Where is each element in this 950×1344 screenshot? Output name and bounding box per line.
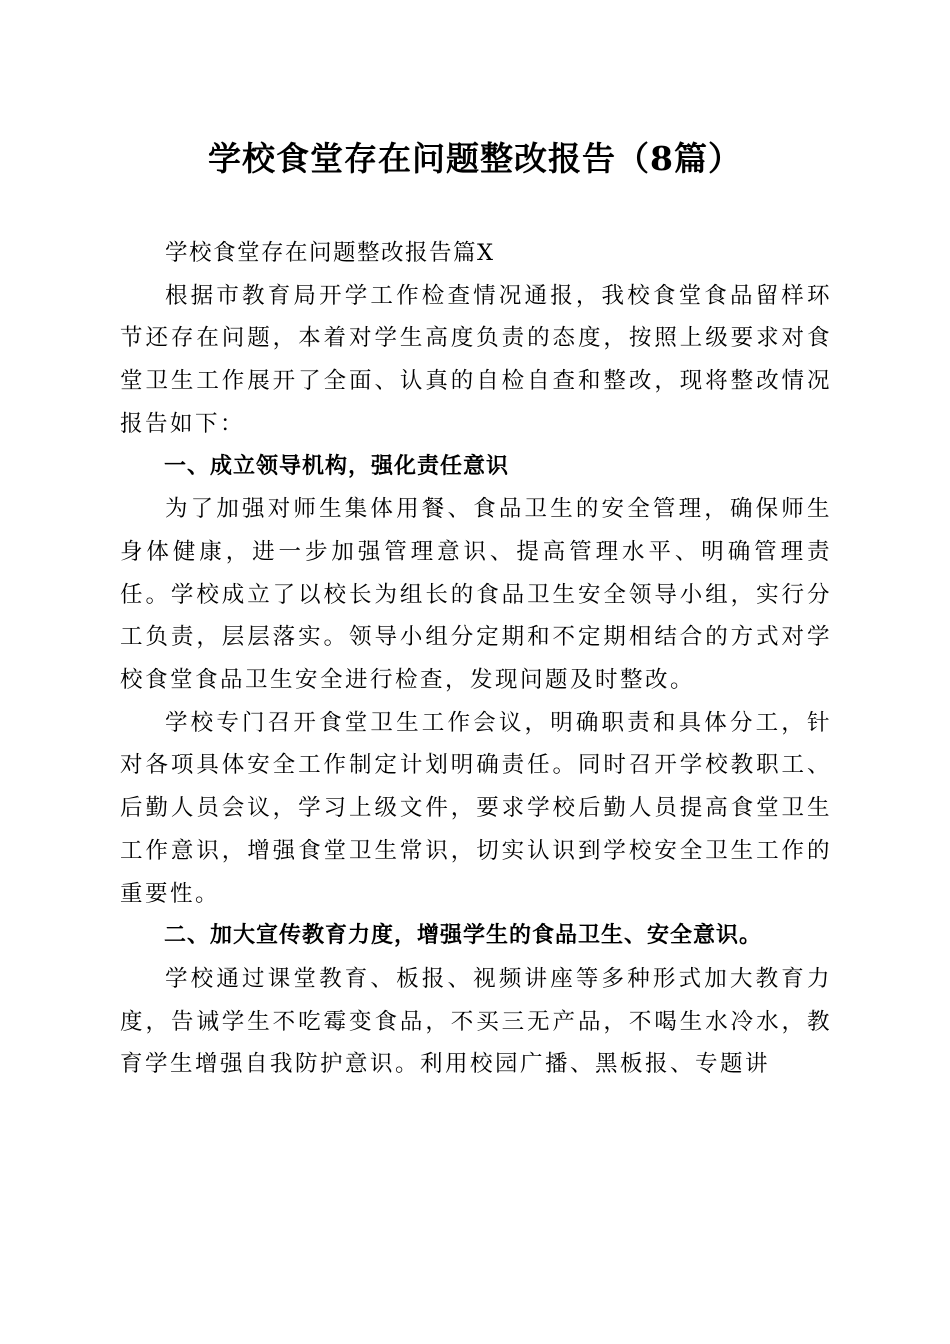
body-paragraph-3: 学校通过课堂教育、板报、视频讲座等多种形式加大教育力度，告诫学生不吃霉变食品，不买三无产品，不喝生水冷水，教育学生增强自我防护意识。利用校园广播、黑板报、专题讲 [120,965,832,1078]
body-paragraph-1: 为了加强对师生集体用餐、食品卫生的安全管理，确保师生身体健康，进一步加强管理意识、提高管理水平、明确管理责任。学校成立了以校长为组长的食品卫生安全领导小组，实行分工负责，层层落实。领导小组分定期和不定期相结合的方式对学校食堂食品卫生安全进行检查，发现问题及时整改。 [120,496,832,694]
section-subtitle: 学校食堂存在问题整改报告篇X [165,240,495,266]
intro-paragraph: 根据市教育局开学工作检查情况通报，我校食堂食品留样环节还存在问题，本着对学生高度负责的态度，按照上级要求对食堂卫生工作展开了全面、认真的自检自查和整改，现将整改情况报告如下： [120,282,832,437]
document-body [120,232,832,1086]
document-title: 学校食堂存在问题整改报告（8篇） [208,139,742,178]
body-paragraph-2: 学校专门召开食堂卫生工作会议，明确职责和具体分工，针对各项具体安全工作制定计划明确责任。同时召开学校教职工、后勤人员会议，学习上级文件，要求学校后勤人员提高食堂卫生工作意识，增强食堂卫生常识，切实认识到学校安全卫生工作的重要性。 [120,709,832,907]
section-heading-2: 二、加大宣传教育力度，增强学生的食品卫生、安全意识。 [164,923,763,949]
section-heading-1: 一、成立领导机构，强化责任意识 [164,453,510,479]
